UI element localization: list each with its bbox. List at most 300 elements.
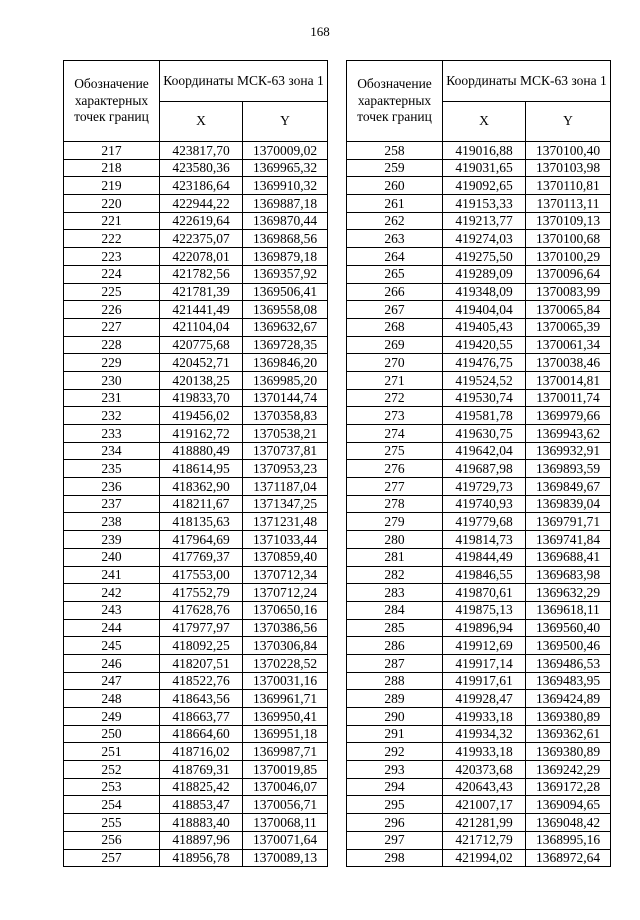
coordinates-system-header: Координаты МСК-63 зона 1 [160,61,328,102]
x-coordinate-cell: 419912,69 [443,637,526,655]
y-coordinate-cell: 1370038,46 [526,354,611,372]
point-number-cell: 281 [347,548,443,566]
coordinates-table-right [346,60,611,867]
table-row [64,831,328,849]
point-number-cell: 237 [64,495,160,513]
x-coordinate-cell: 419928,47 [443,690,526,708]
table-row [64,248,328,266]
x-coordinate-cell: 419846,55 [443,566,526,584]
x-coordinate-cell: 418211,67 [160,495,243,513]
x-coordinate-cell: 420452,71 [160,354,243,372]
y-coordinate-cell: 1369632,67 [243,318,328,336]
y-coordinate-cell: 1370096,64 [526,265,611,283]
y-coordinate-cell: 1371033,44 [243,531,328,549]
point-number-cell: 219 [64,177,160,195]
point-number-cell: 231 [64,389,160,407]
x-coordinate-cell: 417628,76 [160,601,243,619]
y-coordinate-cell: 1370056,71 [243,796,328,814]
x-coordinate-cell: 419031,65 [443,159,526,177]
y-coordinate-cell: 1369483,95 [526,672,611,690]
y-coordinate-cell: 1370061,34 [526,336,611,354]
y-coordinate-cell: 1369357,92 [243,265,328,283]
point-number-cell: 252 [64,761,160,779]
table-row [64,708,328,726]
y-coordinate-cell: 1369632,29 [526,584,611,602]
x-coordinate-cell: 419934,32 [443,725,526,743]
y-coordinate-cell: 1369242,29 [526,761,611,779]
x-coordinate-cell: 419687,98 [443,460,526,478]
x-coordinate-cell: 418883,40 [160,814,243,832]
table-row [64,318,328,336]
x-coordinate-cell: 419896,94 [443,619,526,637]
point-number-cell: 283 [347,584,443,602]
x-coordinate-cell: 418716,02 [160,743,243,761]
table-row [347,725,611,743]
table-row [64,761,328,779]
x-coordinate-cell: 421781,39 [160,283,243,301]
x-column-header: X [443,102,526,142]
point-number-cell: 270 [347,354,443,372]
x-coordinate-cell: 419870,61 [443,584,526,602]
table-row [64,637,328,655]
x-coordinate-cell: 418362,90 [160,478,243,496]
x-coordinate-cell: 419420,55 [443,336,526,354]
point-number-cell: 282 [347,566,443,584]
point-number-cell: 286 [347,637,443,655]
point-number-cell: 285 [347,619,443,637]
y-coordinate-cell: 1370065,39 [526,318,611,336]
y-coordinate-cell: 1370228,52 [243,654,328,672]
point-number-cell: 245 [64,637,160,655]
y-coordinate-cell: 1369506,41 [243,283,328,301]
y-coordinate-cell: 1369172,28 [526,778,611,796]
table-row [64,513,328,531]
y-coordinate-cell: 1369985,20 [243,371,328,389]
x-coordinate-cell: 421007,17 [443,796,526,814]
table-row [64,814,328,832]
table-row [64,195,328,213]
y-coordinate-cell: 1369961,71 [243,690,328,708]
y-coordinate-cell: 1370068,11 [243,814,328,832]
y-coordinate-cell: 1369932,91 [526,442,611,460]
x-coordinate-cell: 417553,00 [160,566,243,584]
x-coordinate-cell: 419404,04 [443,301,526,319]
x-coordinate-cell: 418135,63 [160,513,243,531]
y-coordinate-cell: 1369380,89 [526,708,611,726]
table-row [64,495,328,513]
x-coordinate-cell: 419530,74 [443,389,526,407]
x-coordinate-cell: 419289,09 [443,265,526,283]
x-coordinate-cell: 417977,97 [160,619,243,637]
x-coordinate-cell: 419917,61 [443,672,526,690]
y-coordinate-cell: 1370650,16 [243,601,328,619]
x-coordinate-cell: 419405,43 [443,318,526,336]
table-row [347,212,611,230]
point-designation-header: Обозначение характерных точек границ [64,61,160,142]
x-coordinate-cell: 421441,49 [160,301,243,319]
table-row [347,654,611,672]
table-row [347,142,611,160]
y-coordinate-cell: 1370065,84 [526,301,611,319]
x-coordinate-cell: 419016,88 [443,142,526,160]
table-row [347,690,611,708]
table-row [347,831,611,849]
y-coordinate-cell: 1370110,81 [526,177,611,195]
x-coordinate-cell: 419153,33 [443,195,526,213]
point-designation-header: Обозначение характерных точек границ [347,61,443,142]
x-coordinate-cell: 423580,36 [160,159,243,177]
y-coordinate-cell: 1369849,67 [526,478,611,496]
table-row [64,601,328,619]
point-number-cell: 268 [347,318,443,336]
table-row [347,248,611,266]
y-coordinate-cell: 1369486,53 [526,654,611,672]
y-coordinate-cell: 1369741,84 [526,531,611,549]
x-coordinate-cell: 418092,25 [160,637,243,655]
y-coordinate-cell: 1369094,65 [526,796,611,814]
table-row [347,301,611,319]
x-coordinate-cell: 418643,56 [160,690,243,708]
y-coordinate-cell: 1369558,08 [243,301,328,319]
y-coordinate-cell: 1369887,18 [243,195,328,213]
point-number-cell: 292 [347,743,443,761]
table-row [347,601,611,619]
point-number-cell: 253 [64,778,160,796]
point-number-cell: 296 [347,814,443,832]
point-number-cell: 278 [347,495,443,513]
table-row [64,283,328,301]
x-coordinate-cell: 423817,70 [160,142,243,160]
table-row [64,725,328,743]
point-number-cell: 232 [64,407,160,425]
x-coordinate-cell: 419814,73 [443,531,526,549]
table-row [347,371,611,389]
point-number-cell: 225 [64,283,160,301]
point-number-cell: 264 [347,248,443,266]
x-coordinate-cell: 419274,03 [443,230,526,248]
point-number-cell: 242 [64,584,160,602]
x-coordinate-cell: 419642,04 [443,442,526,460]
y-coordinate-cell: 1369791,71 [526,513,611,531]
table-body [64,142,328,867]
x-coordinate-cell: 422375,07 [160,230,243,248]
table-row [347,265,611,283]
table-row [64,531,328,549]
table-row [347,513,611,531]
y-coordinate-cell: 1368995,16 [526,831,611,849]
x-coordinate-cell: 418897,96 [160,831,243,849]
point-number-cell: 291 [347,725,443,743]
point-number-cell: 236 [64,478,160,496]
y-coordinate-cell: 1370144,74 [243,389,328,407]
point-number-cell: 246 [64,654,160,672]
table-row [64,230,328,248]
point-number-cell: 293 [347,761,443,779]
table-row [64,654,328,672]
x-coordinate-cell: 419524,52 [443,371,526,389]
x-coordinate-cell: 420643,43 [443,778,526,796]
x-coordinate-cell: 418522,76 [160,672,243,690]
point-number-cell: 218 [64,159,160,177]
point-number-cell: 235 [64,460,160,478]
table-row [64,142,328,160]
table-row [64,371,328,389]
table-row [64,796,328,814]
point-number-cell: 260 [347,177,443,195]
point-number-cell: 221 [64,212,160,230]
x-coordinate-cell: 417552,79 [160,584,243,602]
y-coordinate-cell: 1369950,41 [243,708,328,726]
table-row [347,177,611,195]
point-number-cell: 261 [347,195,443,213]
point-number-cell: 280 [347,531,443,549]
y-coordinate-cell: 1369943,62 [526,425,611,443]
y-coordinate-cell: 1370538,21 [243,425,328,443]
point-number-cell: 279 [347,513,443,531]
x-coordinate-cell: 418853,47 [160,796,243,814]
y-coordinate-cell: 1371231,48 [243,513,328,531]
table-row [347,230,611,248]
y-coordinate-cell: 1370953,23 [243,460,328,478]
x-coordinate-cell: 419875,13 [443,601,526,619]
point-number-cell: 222 [64,230,160,248]
table-row [64,389,328,407]
y-coordinate-cell: 1371347,25 [243,495,328,513]
table-row [347,389,611,407]
x-coordinate-cell: 418614,95 [160,460,243,478]
table-row [347,354,611,372]
x-column-header: X [160,102,243,142]
point-number-cell: 276 [347,460,443,478]
y-coordinate-cell: 1370712,34 [243,566,328,584]
y-coordinate-cell: 1370100,40 [526,142,611,160]
point-number-cell: 230 [64,371,160,389]
point-number-cell: 249 [64,708,160,726]
y-coordinate-cell: 1370011,74 [526,389,611,407]
table-row [64,743,328,761]
point-number-cell: 251 [64,743,160,761]
point-number-cell: 287 [347,654,443,672]
table-row [64,548,328,566]
y-coordinate-cell: 1369839,04 [526,495,611,513]
y-coordinate-cell: 1370103,98 [526,159,611,177]
table-row [347,425,611,443]
point-number-cell: 244 [64,619,160,637]
x-coordinate-cell: 418663,77 [160,708,243,726]
x-coordinate-cell: 420775,68 [160,336,243,354]
point-number-cell: 262 [347,212,443,230]
point-number-cell: 254 [64,796,160,814]
table-row [347,637,611,655]
coordinates-table-left [63,60,328,867]
y-coordinate-cell: 1369846,20 [243,354,328,372]
table-row [64,478,328,496]
y-coordinate-cell: 1370712,24 [243,584,328,602]
y-coordinate-cell: 1369910,32 [243,177,328,195]
y-coordinate-cell: 1369965,32 [243,159,328,177]
table-row [347,531,611,549]
x-coordinate-cell: 419275,50 [443,248,526,266]
y-coordinate-cell: 1369500,46 [526,637,611,655]
table-row [347,283,611,301]
x-coordinate-cell: 419729,73 [443,478,526,496]
y-coordinate-cell: 1369683,98 [526,566,611,584]
point-number-cell: 223 [64,248,160,266]
y-coordinate-cell: 1369380,89 [526,743,611,761]
x-coordinate-cell: 419348,09 [443,283,526,301]
y-coordinate-cell: 1369868,56 [243,230,328,248]
point-number-cell: 240 [64,548,160,566]
table-row [64,212,328,230]
table-body [347,142,611,867]
table-row [347,619,611,637]
y-coordinate-cell: 1370014,81 [526,371,611,389]
table-row [347,318,611,336]
y-coordinate-cell: 1370109,13 [526,212,611,230]
x-coordinate-cell: 419456,02 [160,407,243,425]
table-row [64,566,328,584]
x-coordinate-cell: 418207,51 [160,654,243,672]
table-row [64,778,328,796]
point-number-cell: 267 [347,301,443,319]
table-row [347,548,611,566]
x-coordinate-cell: 419092,65 [443,177,526,195]
x-coordinate-cell: 417964,69 [160,531,243,549]
y-coordinate-cell: 1369424,89 [526,690,611,708]
y-coordinate-cell: 1369618,11 [526,601,611,619]
table-row [347,743,611,761]
point-number-cell: 248 [64,690,160,708]
point-number-cell: 250 [64,725,160,743]
point-number-cell: 243 [64,601,160,619]
x-coordinate-cell: 420373,68 [443,761,526,779]
y-coordinate-cell: 1370046,07 [243,778,328,796]
table-row [347,814,611,832]
y-coordinate-cell: 1370100,68 [526,230,611,248]
x-coordinate-cell: 418880,49 [160,442,243,460]
point-number-cell: 238 [64,513,160,531]
y-coordinate-cell: 1370358,83 [243,407,328,425]
point-number-cell: 297 [347,831,443,849]
table-row [347,566,611,584]
y-coordinate-cell: 1370083,99 [526,283,611,301]
table-row [64,690,328,708]
point-number-cell: 257 [64,849,160,867]
x-coordinate-cell: 418769,31 [160,761,243,779]
point-number-cell: 233 [64,425,160,443]
table-row [64,301,328,319]
y-coordinate-cell: 1369728,35 [243,336,328,354]
y-coordinate-cell: 1369870,44 [243,212,328,230]
x-coordinate-cell: 418825,42 [160,778,243,796]
y-coordinate-cell: 1370386,56 [243,619,328,637]
table-row [64,425,328,443]
x-coordinate-cell: 419213,77 [443,212,526,230]
point-number-cell: 266 [347,283,443,301]
y-coordinate-cell: 1370113,11 [526,195,611,213]
x-coordinate-cell: 422619,64 [160,212,243,230]
point-number-cell: 294 [347,778,443,796]
y-coordinate-cell: 1369879,18 [243,248,328,266]
x-coordinate-cell: 419630,75 [443,425,526,443]
table-row [347,672,611,690]
table-row [347,778,611,796]
x-coordinate-cell: 419933,18 [443,743,526,761]
point-number-cell: 265 [347,265,443,283]
table-row [347,407,611,425]
table-row [347,460,611,478]
x-coordinate-cell: 419476,75 [443,354,526,372]
point-number-cell: 275 [347,442,443,460]
y-coordinate-cell: 1370100,29 [526,248,611,266]
table-row [64,460,328,478]
table-row [347,708,611,726]
x-coordinate-cell: 422944,22 [160,195,243,213]
table-row [347,478,611,496]
point-number-cell: 259 [347,159,443,177]
y-column-header: Y [243,102,328,142]
table-row [64,159,328,177]
y-coordinate-cell: 1370071,64 [243,831,328,849]
point-number-cell: 288 [347,672,443,690]
point-number-cell: 272 [347,389,443,407]
y-coordinate-cell: 1369362,61 [526,725,611,743]
table-row [347,495,611,513]
x-coordinate-cell: 421104,04 [160,318,243,336]
y-coordinate-cell: 1369048,42 [526,814,611,832]
x-coordinate-cell: 421782,56 [160,265,243,283]
point-number-cell: 298 [347,849,443,867]
table-row [64,672,328,690]
y-coordinate-cell: 1368972,64 [526,849,611,867]
table-row [64,407,328,425]
point-number-cell: 239 [64,531,160,549]
x-coordinate-cell: 423186,64 [160,177,243,195]
table-row [347,442,611,460]
table-row [64,265,328,283]
y-coordinate-cell: 1369987,71 [243,743,328,761]
point-number-cell: 217 [64,142,160,160]
point-number-cell: 241 [64,566,160,584]
table-row [347,584,611,602]
point-number-cell: 274 [347,425,443,443]
y-coordinate-cell: 1369979,66 [526,407,611,425]
point-number-cell: 263 [347,230,443,248]
x-coordinate-cell: 419581,78 [443,407,526,425]
x-coordinate-cell: 419833,70 [160,389,243,407]
x-coordinate-cell: 419162,72 [160,425,243,443]
point-number-cell: 295 [347,796,443,814]
y-coordinate-cell: 1369560,40 [526,619,611,637]
point-number-cell: 290 [347,708,443,726]
y-coordinate-cell: 1370089,13 [243,849,328,867]
y-coordinate-cell: 1369893,59 [526,460,611,478]
x-coordinate-cell: 418956,78 [160,849,243,867]
table-row [347,336,611,354]
point-number-cell: 269 [347,336,443,354]
point-number-cell: 220 [64,195,160,213]
point-number-cell: 277 [347,478,443,496]
point-number-cell: 247 [64,672,160,690]
x-coordinate-cell: 419740,93 [443,495,526,513]
x-coordinate-cell: 419933,18 [443,708,526,726]
table-row [347,849,611,867]
x-coordinate-cell: 421994,02 [443,849,526,867]
x-coordinate-cell: 421712,79 [443,831,526,849]
point-number-cell: 273 [347,407,443,425]
table-row [347,761,611,779]
x-coordinate-cell: 420138,25 [160,371,243,389]
